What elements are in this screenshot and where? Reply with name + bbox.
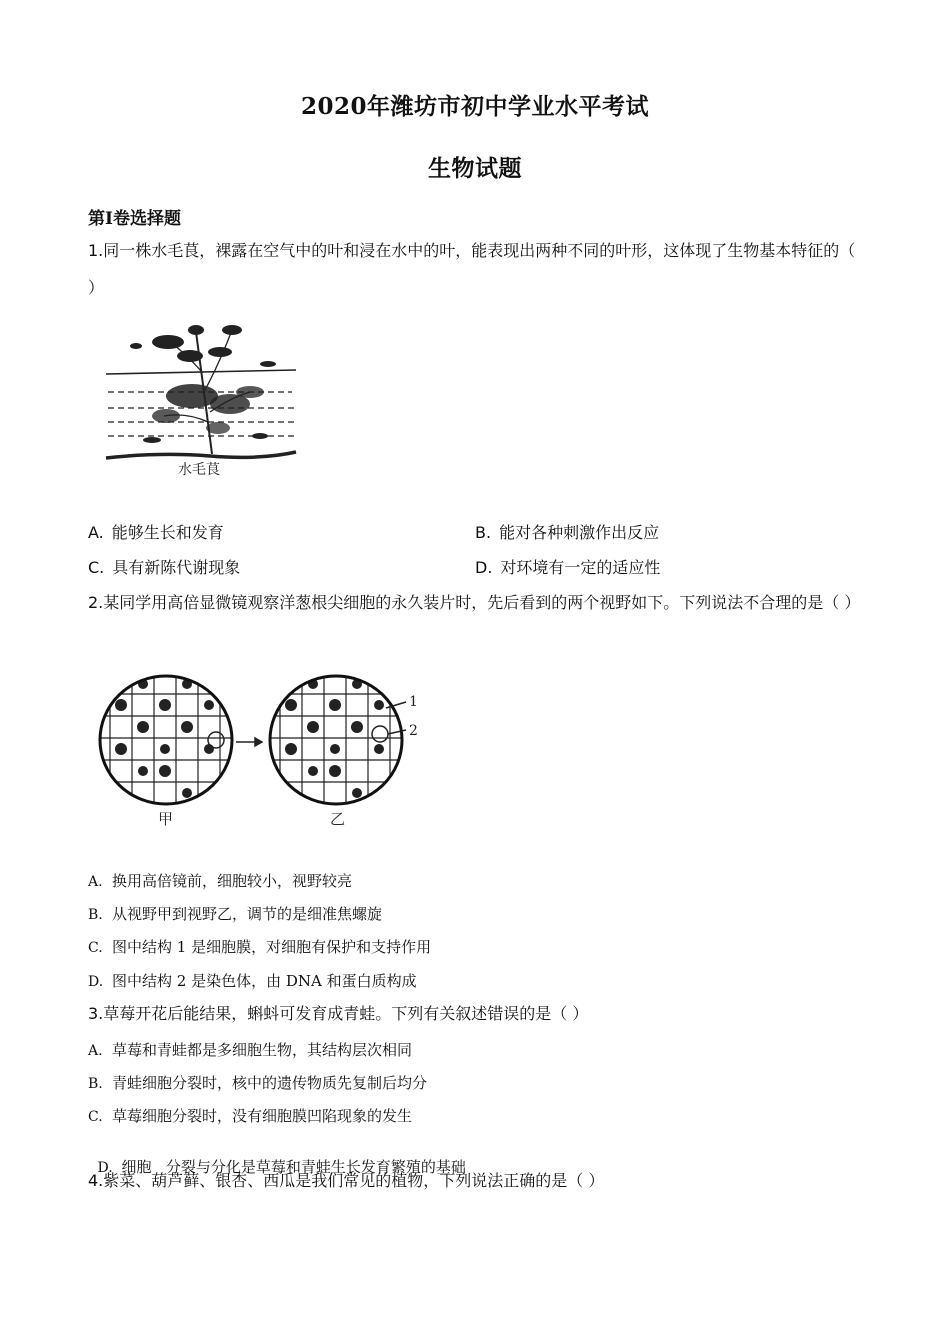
option-c[interactable]: C. 草莓细胞分裂时，没有细胞膜凹陷现象的发生 xyxy=(88,1107,413,1125)
option-c[interactable]: C. 具有新陈代谢现象 xyxy=(88,558,241,577)
question-number: 1. xyxy=(88,241,104,260)
option-b[interactable]: B. 能对各种刺激作出反应 xyxy=(475,523,660,542)
exam-subtitle: 生物试题 xyxy=(428,155,522,182)
microscope-fields-figure xyxy=(98,672,428,832)
caption-jia: 甲 xyxy=(158,810,174,828)
option-a[interactable]: A. 草莓和青蛙都是多细胞生物，其结构层次相同 xyxy=(88,1041,413,1059)
question-3 xyxy=(88,995,863,1032)
label-1: 1 xyxy=(409,694,418,710)
question-number: 2. xyxy=(88,593,104,612)
caption-yi: 乙 xyxy=(330,810,346,828)
question-number: 4. xyxy=(88,1171,104,1190)
question-text: 同一株水毛茛，裸露在空气中的叶和浸在水中的叶，能表现出两种不同的叶形，这体现了生物基本特征的（ ） xyxy=(88,241,856,297)
question-2 xyxy=(88,584,863,621)
option-d[interactable]: D. 对环境有一定的适应性 xyxy=(475,558,661,577)
question-1 xyxy=(88,232,863,306)
question-text: 某同学用高倍显微镜观察洋葱根尖细胞的永久装片时，先后看到的两个视野如下。下列说法不合理的是（ ） xyxy=(103,593,861,612)
figure-caption: 水毛茛 xyxy=(178,462,220,478)
option-d[interactable]: D. 细胞 分裂与分化是草莓和青蛙生长发育繁殖的基础 xyxy=(97,1158,466,1176)
option-a[interactable]: A. 能够生长和发育 xyxy=(88,523,224,542)
section-heading: 第Ⅰ卷选择题 xyxy=(88,209,181,229)
option-b[interactable]: B. 从视野甲到视野乙，调节的是细准焦螺旋 xyxy=(88,905,383,923)
question-number: 3. xyxy=(88,1004,104,1023)
question-text: 草莓开花后能结果，蝌蚪可发育成青蛙。下列有关叙述错误的是（ ） xyxy=(103,1004,589,1023)
option-c[interactable]: C. 图中结构 1 是细胞膜，对细胞有保护和支持作用 xyxy=(88,938,432,956)
label-2: 2 xyxy=(409,723,418,739)
water-buttercup-figure xyxy=(100,312,305,484)
question-4 xyxy=(88,1162,863,1199)
option-d[interactable]: D. 图中结构 2 是染色体，由 DNA 和蛋白质构成 xyxy=(88,972,417,990)
question-text: 紫菜、葫芦藓、银杏、西瓜是我们常见的植物，下列说法正确的是（ ） xyxy=(103,1171,605,1190)
option-b[interactable]: B. 青蛙细胞分裂时，核中的遗传物质先复制后均分 xyxy=(88,1074,428,1092)
exam-title: 2020年潍坊市初中学业水平考试 xyxy=(300,93,649,120)
option-a[interactable]: A. 换用高倍镜前，细胞较小，视野较亮 xyxy=(88,872,353,890)
